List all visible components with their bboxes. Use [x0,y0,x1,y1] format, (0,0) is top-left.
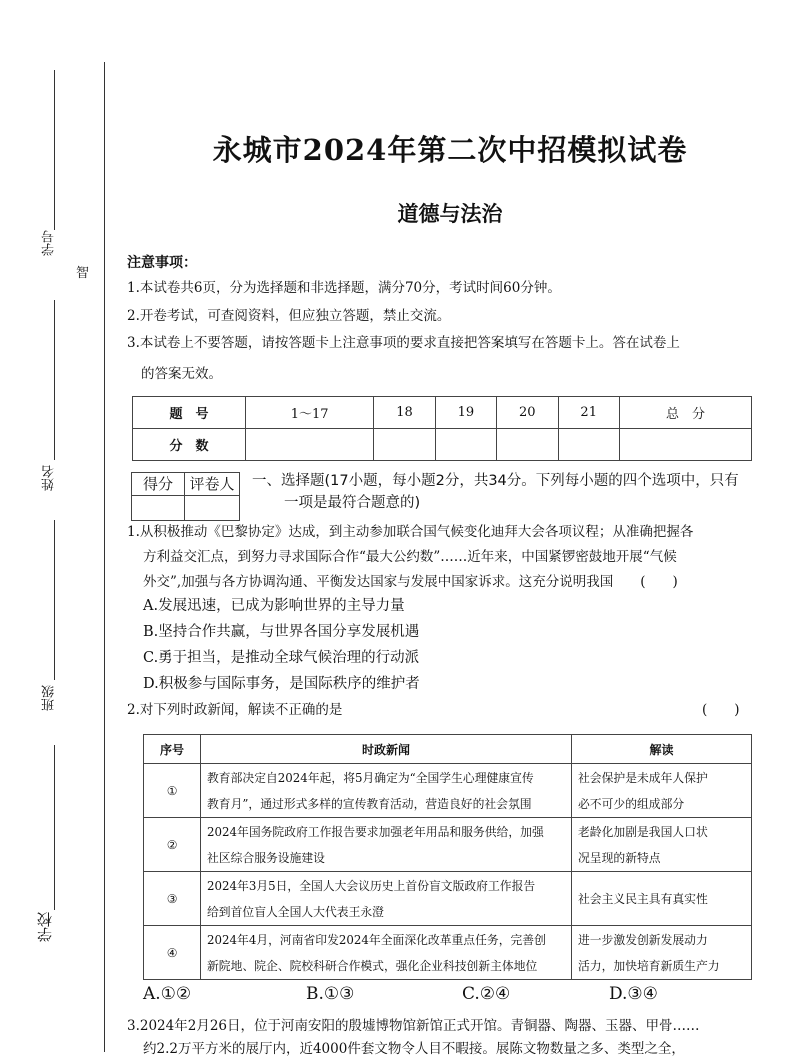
reading-line: 活力，加快培育新质生产力 [578,958,720,973]
score-cell [619,429,751,461]
news-cell [201,818,572,872]
news-line: 2024年国务院政府工作报告要求加强老年用品和服务供给，加强 [207,824,544,839]
score-cell [558,429,619,461]
news-cell [201,872,572,926]
subject-title: 道德与法治 [397,202,503,226]
score-cell [374,429,435,461]
binding-line [104,62,105,1052]
reading-cell [572,926,752,980]
q1-stem-line: 方利益交汇点，到努力寻求国际合作“最大公约数”……近年来，中国紧锣密鼓地开展“气候 [143,549,677,565]
q3-stem-line: 约2.2万平方米的展厅内，近4000件套文物令人目不暇接。展陈文物数量之多、类型之全， [143,1041,685,1057]
exam-title: 永城市2024年第二次中招模拟试卷 [212,133,688,167]
row-number: ④ [144,926,201,980]
row-number: ① [144,764,201,818]
reading-line: 老龄化加剧是我国人口状 [578,824,708,839]
name-line [54,300,55,460]
notice-item: 的答案无效。 [141,366,222,382]
notice-item: 2.开卷考试，可查阅资料，但应独立答题，禁止交流。 [127,308,451,324]
row-number: ③ [144,872,201,926]
table-row [144,926,752,980]
table-row [144,818,752,872]
q2-option-c: C.②④ [462,984,511,1004]
q2-option-d: D.③④ [609,984,658,1004]
grader-name-cell [184,495,240,521]
news-cell [201,926,572,980]
score-header-cell: 总 分 [619,397,751,429]
news-line: 教育月”，通过形式多样的宣传教育活动，营造良好的社会氛围 [207,796,532,811]
q1-option-b: B.坚持合作共赢，与世界各国分享发展机遇 [143,624,420,640]
notice-heading: 注意事项： [127,255,197,271]
reading-cell [572,872,752,926]
reading-line: 社会保护是未成年人保护 [578,770,708,785]
reading-line: 社会主义民主具有真实性 [578,891,708,906]
student-no-label: 学号 [42,230,57,256]
q3-stem-line: 3.2024年2月26日，位于河南安阳的殷墟博物馆新馆正式开馆。青铜器、陶器、玉器、甲骨…… [127,1018,700,1034]
grader-box [131,472,239,520]
score-header-cell: 题 号 [133,397,246,429]
news-line: 给到首位盲人全国人大代表王永澄 [207,904,384,919]
grader-name-label: 评卷人 [184,472,240,496]
score-cell [246,429,374,461]
news-header-no: 序号 [144,735,201,764]
q1-stem-line: 1.从积极推动《巴黎协定》达成，到主动参加联合国气候变化迪拜大会各项议程；从准确把握各 [127,524,694,540]
score-table [132,396,752,461]
q1-option-d: D.积极参与国际事务，是国际秩序的维护者 [143,676,420,692]
grader-score-cell [131,495,185,521]
q2-option-a: A.①② [143,984,192,1004]
score-header-cell: 21 [558,397,619,429]
notice-item: 1.本试卷共6页，分为选择题和非选择题，满分70分，考试时间60分钟。 [127,280,561,296]
score-header-cell: 18 [374,397,435,429]
reading-line: 进一步激发创新发展动力 [578,932,708,947]
q2-stem: 2.对下列时政新闻，解读不正确的是 [127,702,343,718]
table-row [144,764,752,818]
news-line: 教育部决定自2024年起，将5月确定为“全国学生心理健康宣传 [207,770,534,785]
score-header-cell: 19 [435,397,496,429]
news-cell [201,764,572,818]
seal-mark: 智 [76,266,90,281]
q1-option-c: C.勇于担当，是推动全球气候治理的行动派 [143,650,420,666]
school-label: 学校 [36,912,54,942]
name-label: 姓名 [42,465,57,491]
news-line: 2024年3月5日，全国人大会议历史上首份盲文版政府工作报告 [207,878,536,893]
news-header-news: 时政新闻 [201,735,572,764]
reading-cell [572,764,752,818]
q1-stem-line: 外交”,加强与各方协调沟通、平衡发达国家与发展中国家诉求。这充分说明我国 ( ) [143,574,678,590]
student-no-line [54,70,55,230]
section-heading-line: 一、选择题(17小题，每小题2分，共34分。下列每小题的四个选项中，只有 [252,473,739,489]
q2-option-b: B.①③ [306,984,355,1004]
reading-line: 必不可少的组成部分 [578,796,685,811]
news-table [143,734,752,980]
news-line: 新院地、院企、院校科研合作模式，强化企业科技创新主体地位 [207,958,538,973]
school-line [54,745,55,910]
score-row-label: 分 数 [133,429,246,461]
news-line: 社区综合服务设施建设 [207,850,325,865]
reading-cell [572,818,752,872]
score-header-cell: 1～17 [246,397,374,429]
grader-score-label: 得分 [131,472,185,496]
score-cell [497,429,558,461]
score-header-cell: 20 [497,397,558,429]
reading-line: 况呈现的新特点 [578,850,661,865]
score-cell [435,429,496,461]
notice-item: 3.本试卷上不要答题，请按答题卡上注意事项的要求直接把答案填写在答题卡上。答在试卷上 [127,335,680,351]
q2-answer-paren: ( ) [702,702,740,718]
row-number: ② [144,818,201,872]
news-line: 2024年4月，河南省印发2024年全面深化改革重点任务，完善创 [207,932,546,947]
class-line [54,520,55,680]
q1-option-a: A.发展迅速，已成为影响世界的主导力量 [143,598,405,614]
class-label: 班级 [42,685,57,711]
section-heading-line: 一项是最符合题意的) [284,495,421,511]
news-header-reading: 解读 [572,735,752,764]
section-heading [252,470,757,514]
table-row [144,872,752,926]
